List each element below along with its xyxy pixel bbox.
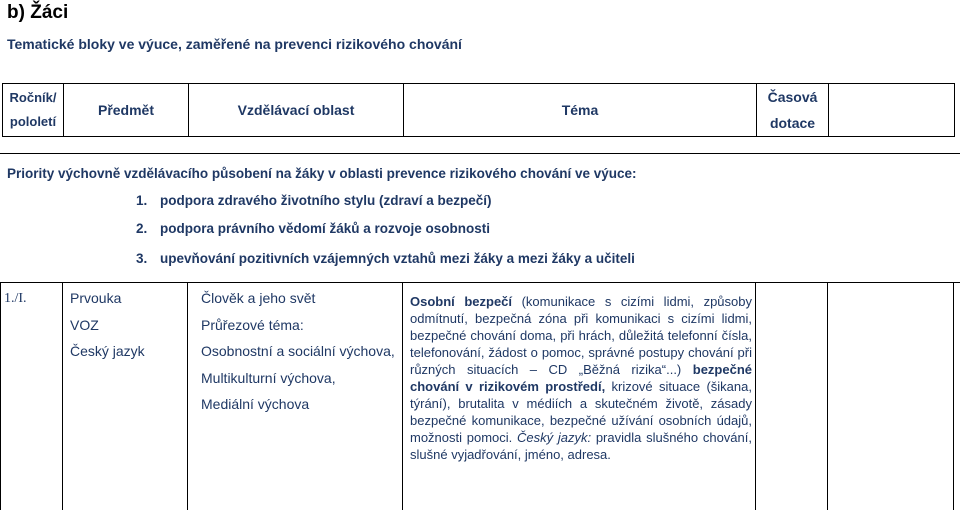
- row-rocnik: 1./I.: [4, 291, 27, 306]
- divider-row-top: [0, 282, 960, 283]
- predmet-3: Český jazyk: [70, 343, 145, 359]
- oblast-4: Multikulturní výchova,: [201, 369, 336, 386]
- priority-text-2: podpora právního vědomí žáků a rozvoje osobnosti: [160, 221, 491, 236]
- oblast-2: Průřezové téma:: [201, 316, 304, 333]
- priority-item-1: [136, 193, 492, 208]
- row-oblasti: [201, 285, 395, 418]
- priority-item-2: [136, 221, 490, 236]
- header-dotace-line1: Časová: [767, 89, 818, 105]
- row-border-left: [0, 282, 1, 510]
- oblast-5: Mediální výchova: [201, 396, 310, 412]
- header-rocnik-line2: pololetí: [9, 114, 57, 129]
- section-heading: b) Žáci: [7, 2, 69, 23]
- predmet-1: Prvouka: [70, 290, 122, 306]
- row-predmety: [70, 285, 145, 365]
- row-tema: [410, 293, 752, 463]
- row-border-2: [187, 282, 188, 510]
- priority-num-2: 2.: [136, 221, 148, 236]
- tema-text-3: pravidla slušného chování, slušné vyjadřování, jméno, adresa.: [410, 430, 752, 462]
- priority-num-1: 1.: [136, 193, 148, 208]
- priority-item-3: [136, 251, 635, 266]
- row-border-right: [953, 282, 954, 510]
- header-predmet: Předmět: [64, 84, 189, 137]
- header-empty: [829, 84, 955, 137]
- header-table: [2, 83, 955, 137]
- tema-text-2: krizové situace (šikana, týrání), brutalita v médiích a skutečném životě, zásady bezpečné komunikace, bezpečné užívání osobních údajů, možnosti pomoci.: [410, 379, 752, 445]
- row-border-3: [402, 282, 403, 510]
- priorities-intro: Priority výchovně vzdělávacího působení na žáky v oblasti prevence rizikového chování ve výuce:: [7, 166, 637, 181]
- predmet-2: VOZ: [70, 316, 99, 333]
- row-border-1: [62, 282, 63, 510]
- divider-priorities-top: [0, 153, 960, 154]
- header-tema: Téma: [404, 84, 757, 137]
- header-oblast: Vzdělávací oblast: [189, 84, 404, 137]
- tema-italic-1: Český jazyk:: [517, 430, 592, 445]
- header-dotace: [757, 84, 829, 137]
- tema-text-1: (komunikace s cizími lidmi, způsoby odmítnutí, bezpečná zóna při komunikaci s cizími lidmi, bezpečné chování doma, při hrách, důležitá telefonní čísla, telefonování, žádost o pomoc, správné postupy chování při různých situacích – CD „Běžná rizika“...): [410, 294, 752, 377]
- row-border-4: [755, 282, 756, 510]
- header-rocnik-line1: Ročník/: [9, 90, 57, 105]
- oblast-1: Člověk a jeho svět: [201, 290, 316, 306]
- header-dotace-line2: dotace: [769, 115, 816, 131]
- row-border-5: [827, 282, 828, 510]
- section-subtitle: Tematické bloky ve výuce, zaměřené na prevenci rizikového chování: [7, 36, 462, 52]
- tema-bold-1: Osobní bezpečí: [410, 294, 513, 309]
- priority-text-3: upevňování pozitivních vzájemných vztahů mezi žáky a mezi žáky a učiteli: [160, 251, 635, 266]
- oblast-3: Osobnostní a sociální výchova,: [201, 343, 395, 359]
- priority-num-3: 3.: [136, 251, 148, 266]
- priority-text-1: podpora zdravého životního stylu (zdraví a bezpečí): [160, 193, 492, 208]
- header-rocnik: [3, 84, 64, 137]
- tema-bold-2: bezpečné chování v rizikovém prostředí,: [410, 362, 752, 394]
